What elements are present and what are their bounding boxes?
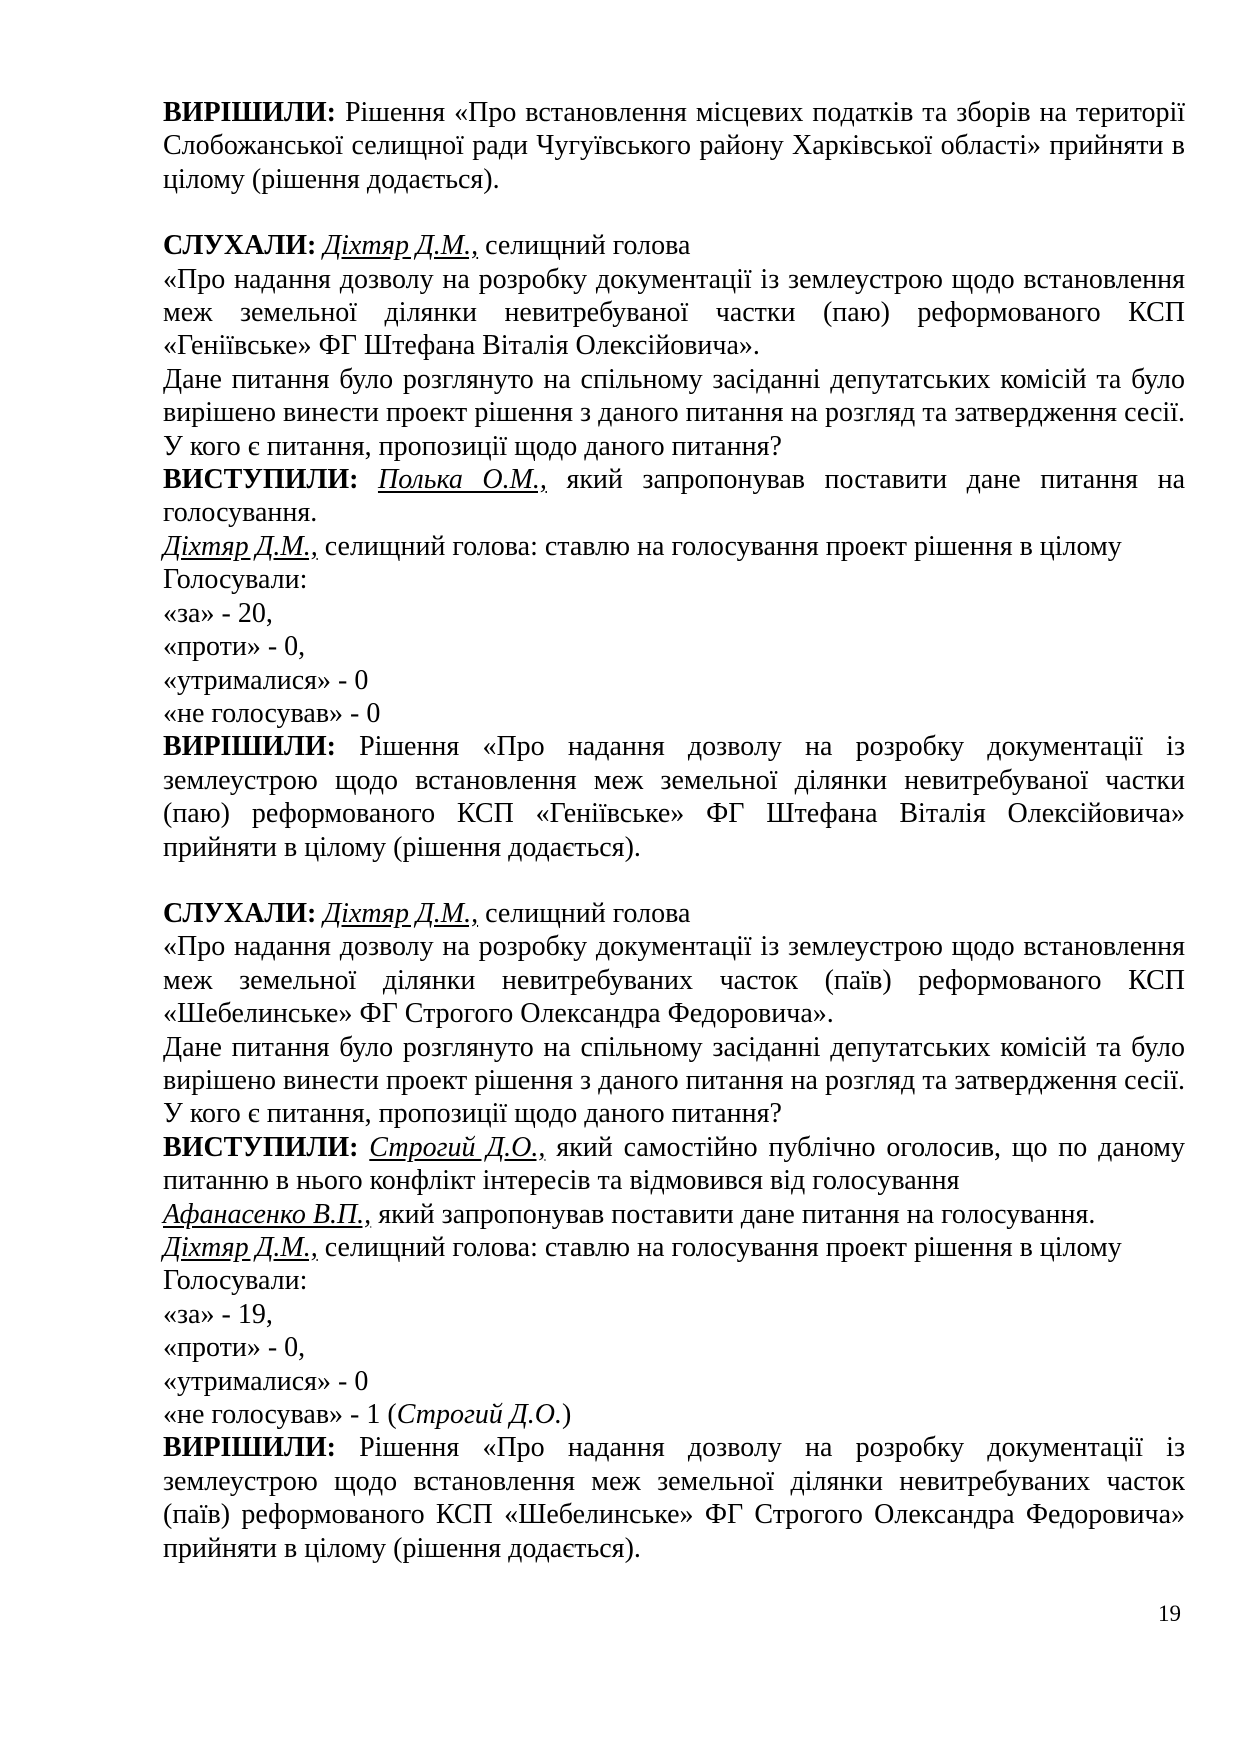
not-voted-name: Строгий Д.О. [396,1399,562,1431]
decision-text: Рішення «Про встановлення місцевих податків та зборів на території Слобожанської селищної ради Чугуївського району Харківської області» прийняти в цілому (рішення додається). [163,97,1186,195]
heard-label: СЛУХАЛИ: [163,897,317,929]
not-voted-suffix: ) [561,1399,572,1431]
speaker-role: селищний голова [485,230,691,262]
vote-line: «не голосував» - 0 [163,697,381,729]
voted-label: Голосували: [163,1265,308,1297]
vote-line [163,1398,1185,1431]
decision-paragraph [163,1431,1185,1565]
speaker-name: Діхтяр Д.М., [163,1232,318,1263]
commission-note: Дане питання було розглянуто на спільному засіданні депутатських комісій та було вирішено винести проект рішення з даного питання на розгляд та затвердження сесії. У кого є питання, пропозиції щодо даного питання? [163,1031,1185,1130]
speaker-name: Афанасенко В.П., [163,1198,372,1230]
spoke-paragraph [163,1131,1185,1198]
chair-text: селищний голова: ставлю на голосування проект рішення в цілому [324,1232,1122,1263]
chair-text: селищний голова: ставлю на голосування проект рішення в цілому [324,530,1122,562]
spoke-text: який запропонував поставити дане питання на голосування. [378,1198,1096,1230]
heard-label: СЛУХАЛИ: [163,230,317,262]
vote-line: «за» - 20, [163,597,273,629]
spoke-text: який запропонував поставити дане питання на голосування. [163,464,1185,529]
spoke-label: ВИСТУПИЛИ: [163,1131,359,1163]
decided-label: ВИРІШИЛИ: [163,97,336,128]
speaker-name: Діхтяр Д.М., [163,530,318,562]
speaker-name: Полька О.М., [377,464,547,496]
chair-line [163,530,1185,563]
vote-line: «проти» - 0, [163,631,306,663]
agenda-title: «Про надання дозволу на розробку документації із землеустрою щодо встановлення меж земельної ділянки невитребуваних часток (паїв) реформованого КСП «Шебелинське» ФГ Строгого Олександра Федоровича». [163,931,1185,1030]
vote-line: «проти» - 0, [163,1332,306,1364]
spoke-label: ВИСТУПИЛИ: [163,464,359,496]
spoke-text: який самостійно публічно оголосив, що по даному питанню в нього конфлікт інтересів та відмовився від голосування [163,1131,1185,1197]
vote-line: «утрималися» - 0 [163,664,369,696]
decision-text: Рішення «Про надання дозволу на розробку документації із землеустрою щодо встановлення меж земельної ділянки невитребуваної частки (паю) реформованого КСП «Геніївське» ФГ Штефана Віталія Олексійовича» прийняти в цілому (рішення додається). [163,731,1185,863]
speaker-name: Діхтяр Д.М., [323,230,479,262]
commission-note: Дане питання було розглянуто на спільному засіданні депутатських комісій та було вирішено винести проект рішення з даного питання на розгляд та затвердження сесії. У кого є питання, пропозиції щодо даного питання? [163,363,1185,462]
vote-line: «за» - 19, [163,1298,273,1330]
decision-text: Рішення «Про надання дозволу на розробку документації із землеустрою щодо встановлення меж земельної ділянки невитребуваних часток (паїв) реформованого КСП «Шебелинське» ФГ Строгого Олександра Федоровича» прийняти в цілому (рішення додається). [163,1432,1185,1564]
document-page [163,96,1185,1565]
speaker-role: селищний голова [485,897,691,929]
decision-paragraph [163,730,1185,864]
spoke-paragraph [163,463,1185,530]
chair-line [163,1231,1185,1264]
speaker-name: Діхтяр Д.М., [323,897,479,929]
decided-label: ВИРІШИЛИ: [163,1432,336,1464]
speaker-name: Строгий Д.О., [369,1131,546,1163]
decision-paragraph [163,96,1185,196]
agenda-title: «Про надання дозволу на розробку документації із землеустрою щодо встановлення меж земельної ділянки невитребуваної частки (паю) реформованого КСП «Геніївське» ФГ Штефана Віталія Олексійовича». [163,263,1185,362]
decided-label: ВИРІШИЛИ: [163,731,336,763]
heard-line [163,897,1185,930]
vote-line: «утрималися» - 0 [163,1365,369,1397]
afanasenko-line [163,1198,1185,1231]
not-voted-prefix: «не голосував» - 1 ( [163,1399,397,1431]
page-number: 19 [1158,1601,1181,1626]
heard-line [163,229,1185,262]
voted-label: Голосували: [163,564,308,596]
